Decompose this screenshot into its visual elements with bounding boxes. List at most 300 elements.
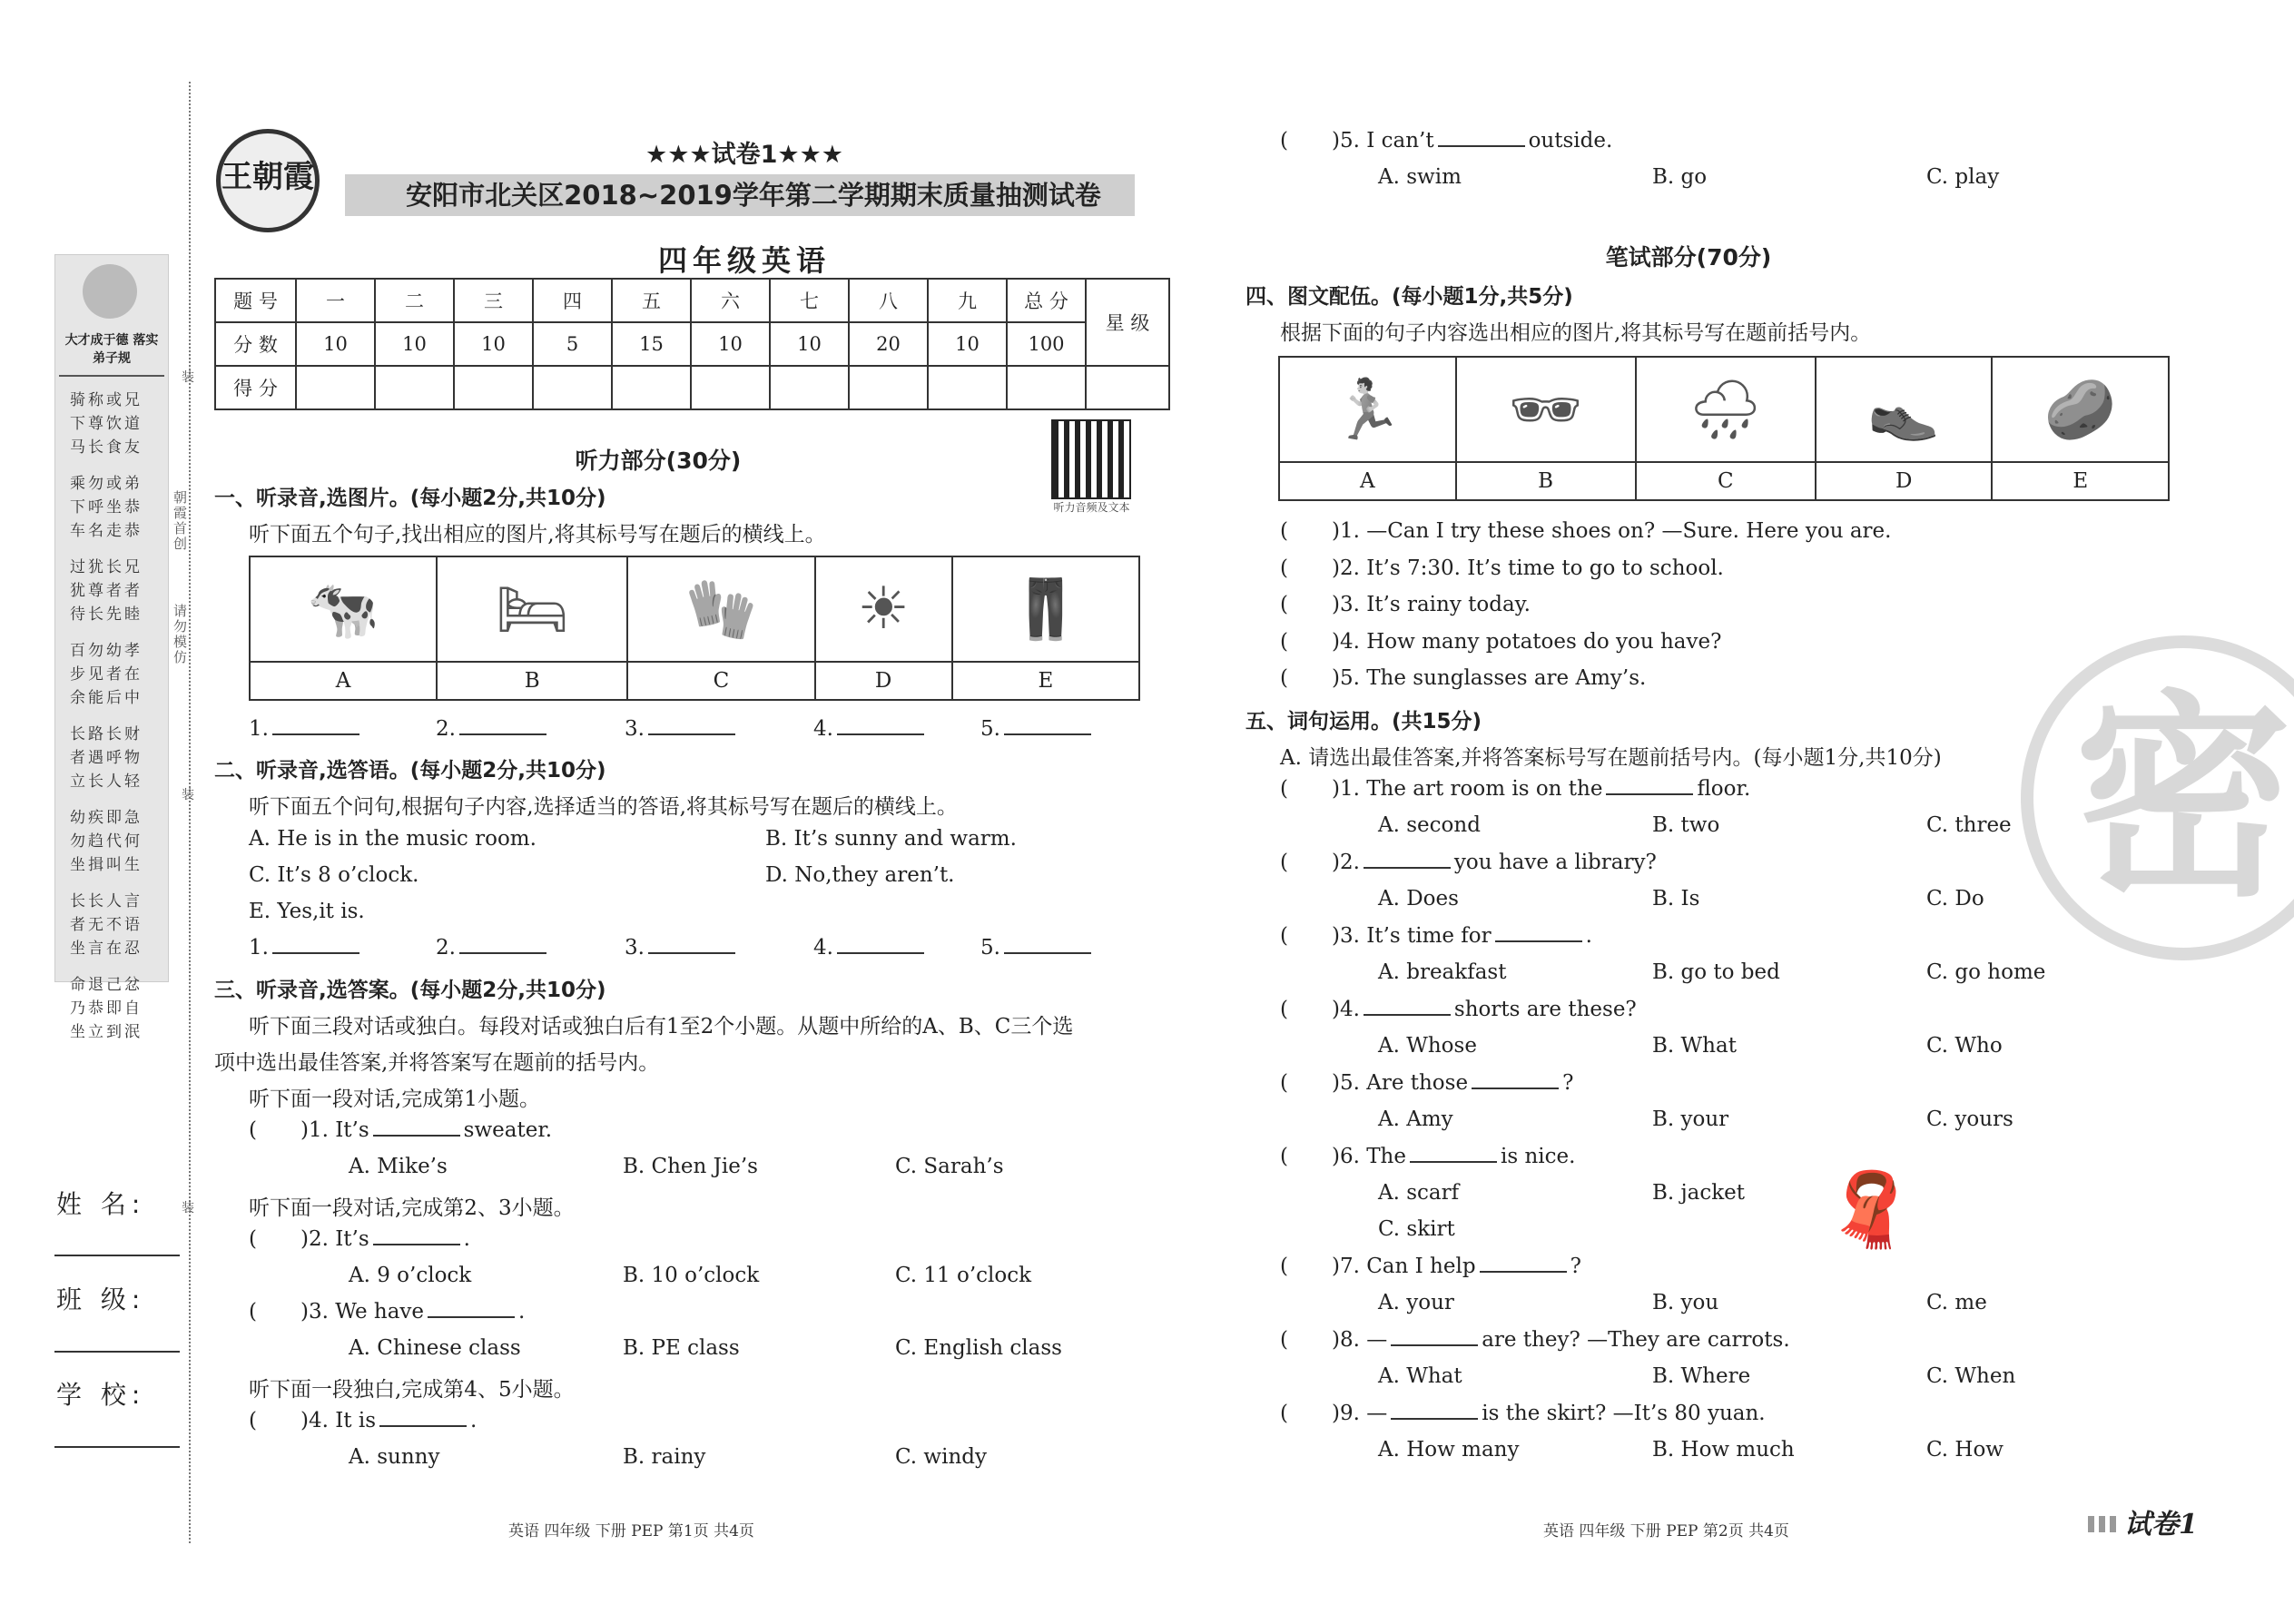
stem-text: )5. Are those xyxy=(1331,1071,1469,1095)
question-stem xyxy=(249,1300,525,1324)
section4-instruction: 根据下面的句子内容选出相应的图片,将其标号写在题前括号内。 xyxy=(1280,321,1872,345)
paren-open: ( xyxy=(1280,1071,1288,1095)
motto-line: 待长先睦 xyxy=(70,605,143,624)
table-cell: 六 xyxy=(691,279,770,322)
fill-blank[interactable] xyxy=(1364,998,1451,1016)
table-cell: 七 xyxy=(770,279,849,322)
stem-text: )5. I can’t xyxy=(1331,129,1434,153)
matching-question xyxy=(1280,556,1724,580)
option-a: A. He is in the music room. xyxy=(249,827,537,851)
answer-blank[interactable] xyxy=(272,717,359,735)
paren-open: ( xyxy=(1280,851,1288,874)
cut-mark: 装 xyxy=(182,1201,194,1216)
stem-text: ? xyxy=(1562,1071,1574,1095)
answer-paren[interactable] xyxy=(1292,668,1328,684)
stem-text: )1. It’s xyxy=(300,1118,369,1142)
copyright-vertical-text: 请勿模仿 xyxy=(172,604,188,665)
choice-a[interactable]: A. second xyxy=(1378,813,1481,837)
answer-slot xyxy=(813,717,928,741)
choice-c[interactable]: C. play xyxy=(1926,165,2000,189)
score-input-cell[interactable] xyxy=(1007,366,1086,409)
answer-slot xyxy=(625,936,739,960)
answer-blank[interactable] xyxy=(837,936,924,954)
footer-page-2: 英语 四年级 下册 PEP 第2页 共4页 xyxy=(1543,1522,1789,1540)
answer-paren[interactable] xyxy=(1292,779,1328,795)
motto-line: 长路长财 xyxy=(70,725,143,743)
answer-paren[interactable] xyxy=(261,1229,297,1245)
choice-b[interactable]: B. you xyxy=(1652,1291,1719,1314)
motto-line: 者无不语 xyxy=(70,916,143,934)
fill-blank[interactable] xyxy=(1480,1255,1567,1273)
paren-open: ( xyxy=(1280,556,1288,580)
choice-b[interactable]: B. PE class xyxy=(623,1336,740,1360)
choice-c[interactable]: C. Who xyxy=(1926,1034,2003,1058)
question-stem xyxy=(1280,1255,1581,1278)
dialogue-2-intro: 听下面一段对话,完成第2、3小题。 xyxy=(249,1196,575,1220)
section2-title: 二、听录音,选答语。(每小题2分,共10分) xyxy=(214,759,606,782)
choice-a[interactable]: A. Mike’s xyxy=(349,1155,448,1178)
option-b: B. It’s sunny and warm. xyxy=(765,827,1017,851)
option-d: D. No,they aren’t. xyxy=(765,863,955,887)
fill-blank[interactable] xyxy=(1495,924,1582,942)
stem-text: )3. We have xyxy=(300,1300,425,1324)
answer-paren[interactable] xyxy=(261,1120,297,1137)
choice-b[interactable]: B. rainy xyxy=(623,1445,706,1469)
score-table xyxy=(214,278,1170,410)
stem-text: )1. The art room is on the xyxy=(1331,777,1603,801)
picture-cell xyxy=(1816,357,1993,462)
table-cell: 20 xyxy=(849,322,928,366)
choice-a[interactable]: A. How many xyxy=(1378,1438,1520,1462)
picture-label: C xyxy=(627,662,814,700)
question-text: )2. It’s 7:30. It’s time to go to school. xyxy=(1331,556,1724,580)
motto-line: 幼疾即急 xyxy=(70,809,143,827)
matching-question xyxy=(1280,593,1531,616)
answer-number: 5. xyxy=(980,717,1000,741)
question-stem xyxy=(1280,924,1592,948)
paren-open: ( xyxy=(249,1300,257,1324)
table-cell: 15 xyxy=(612,322,691,366)
name-label: 姓 名: xyxy=(56,1189,146,1219)
question-text: )4. How many potatoes do you have? xyxy=(1331,629,1722,654)
stem-text: . xyxy=(518,1300,526,1324)
choice-a[interactable]: A. scarf xyxy=(1378,1181,1460,1205)
score-header-row xyxy=(215,279,1169,322)
table-cell: 10 xyxy=(928,322,1007,366)
table-cell: 五 xyxy=(612,279,691,322)
choice-a[interactable]: A. breakfast xyxy=(1378,960,1507,984)
stem-text: )9. — xyxy=(1331,1402,1388,1425)
answer-number: 1. xyxy=(249,717,269,741)
table-cell: 总 分 xyxy=(1007,279,1086,322)
motto-line: 长长人言 xyxy=(70,892,143,910)
answer-blank[interactable] xyxy=(1004,717,1091,735)
boy-running-icon: 🏃 xyxy=(1331,376,1404,444)
answer-number: 4. xyxy=(813,717,833,741)
corner-decoration xyxy=(2088,1516,2121,1532)
section3-instruction: 听下面三段对话或独白。每段对话或独白后有1至2个小题。从题中所给的A、B、C三个选 xyxy=(249,1015,1074,1038)
picture-label: A xyxy=(1279,462,1456,500)
choice-a[interactable]: A. What xyxy=(1378,1364,1462,1388)
motto-line: 百勿幼孝 xyxy=(70,642,143,660)
question-stem xyxy=(1280,1071,1573,1095)
answer-number: 1. xyxy=(249,936,269,960)
score-input-cell[interactable] xyxy=(770,366,849,409)
matching-question xyxy=(1280,630,1721,654)
table-cell: 一 xyxy=(296,279,375,322)
answer-number: 2. xyxy=(436,936,456,960)
answer-paren[interactable] xyxy=(261,1302,297,1318)
paren-open: ( xyxy=(1280,1402,1288,1425)
choice-b[interactable]: B. your xyxy=(1652,1107,1729,1131)
picture-cell xyxy=(250,556,437,662)
section4-picture-table xyxy=(1278,356,2170,501)
choice-c[interactable]: C. Sarah’s xyxy=(895,1155,1004,1178)
question-text: )1. —Can I try these shoes on? —Sure. Here you are. xyxy=(1331,519,1892,543)
choice-c[interactable]: C. me xyxy=(1926,1291,1987,1314)
stem-text: floor. xyxy=(1697,777,1751,801)
answer-paren[interactable] xyxy=(1292,852,1328,869)
fill-blank[interactable] xyxy=(1410,1145,1497,1163)
choice-a[interactable]: A. Whose xyxy=(1378,1034,1477,1058)
fill-blank[interactable] xyxy=(1472,1071,1559,1089)
motto-line: 坐言在忍 xyxy=(70,940,143,958)
question-text: )5. The sunglasses are Amy’s. xyxy=(1331,666,1647,690)
trousers-icon: 👖 xyxy=(1009,576,1082,644)
stem-text: )6. The xyxy=(1331,1145,1406,1168)
table-cell: 10 xyxy=(770,322,849,366)
picture-label: E xyxy=(1992,462,2169,500)
fill-blank[interactable] xyxy=(1391,1402,1478,1420)
stem-text: you have a library? xyxy=(1453,851,1657,874)
footer-page-1: 英语 四年级 下册 PEP 第1页 共4页 xyxy=(508,1522,754,1540)
table-cell: 题 号 xyxy=(215,279,296,322)
section1-instruction: 听下面五个句子,找出相应的图片,将其标号写在题后的横线上。 xyxy=(249,523,826,546)
answer-blank[interactable] xyxy=(459,936,546,954)
motto-line: 马长食友 xyxy=(70,438,143,457)
score-input-cell[interactable] xyxy=(296,366,375,409)
section3-title: 三、听录音,选答案。(每小题2分,共10分) xyxy=(214,979,606,1002)
motto-line: 者遇呼物 xyxy=(70,749,143,767)
paren-open: ( xyxy=(1280,1328,1288,1352)
answer-paren[interactable] xyxy=(1292,595,1328,611)
picture-cell xyxy=(1456,357,1636,462)
paren-open: ( xyxy=(1280,666,1288,690)
stem-text: outside. xyxy=(1528,129,1613,153)
stem-text: are they? —They are carrots. xyxy=(1482,1328,1790,1352)
option-c: C. It’s 8 o’clock. xyxy=(249,863,419,887)
picture-cell xyxy=(952,556,1139,662)
answer-paren[interactable] xyxy=(1292,926,1328,942)
choice-a[interactable]: A. 9 o’clock xyxy=(349,1264,472,1287)
question-stem xyxy=(1280,1402,1766,1425)
answer-blank[interactable] xyxy=(272,936,359,954)
answer-number: 5. xyxy=(980,936,1000,960)
sun-icon: ☀ xyxy=(857,576,910,643)
score-input-cell[interactable] xyxy=(612,366,691,409)
picture-label: D xyxy=(815,662,952,700)
fill-blank[interactable] xyxy=(1391,1328,1478,1346)
stem-text: )8. — xyxy=(1331,1328,1388,1352)
answer-paren[interactable] xyxy=(1292,1256,1328,1273)
qr-caption: 听力音频及文本 xyxy=(1053,501,1130,514)
motto-line: 骑称或兄 xyxy=(70,391,143,409)
motto-heading: 大才成于德 落实弟子规 xyxy=(64,333,159,366)
picture-cell xyxy=(1279,357,1456,462)
paren-open: ( xyxy=(1280,1145,1288,1168)
choice-b[interactable]: B. What xyxy=(1652,1034,1737,1058)
score-input-cell[interactable] xyxy=(691,366,770,409)
choice-b[interactable]: B. go xyxy=(1652,165,1708,189)
motto-line: 乘勿或弟 xyxy=(70,475,143,493)
answer-paren[interactable] xyxy=(1292,632,1328,648)
stem-text: )2. It’s xyxy=(300,1227,369,1251)
potatoes-icon: 🥔 xyxy=(2043,376,2117,444)
stem-text: shorts are these? xyxy=(1453,998,1637,1021)
answer-blank[interactable] xyxy=(837,717,924,735)
answer-paren[interactable] xyxy=(1292,558,1328,575)
fill-blank[interactable] xyxy=(1606,777,1693,795)
corner-paper-label: 试卷1 xyxy=(2124,1509,2198,1540)
school-label: 学 校: xyxy=(56,1380,146,1410)
answer-number: 3. xyxy=(625,936,645,960)
fill-blank[interactable] xyxy=(1438,129,1525,147)
binding-cut-line xyxy=(189,82,191,1543)
choice-c[interactable]: C. English class xyxy=(895,1336,1062,1360)
choice-c[interactable]: C. go home xyxy=(1926,960,2046,984)
fill-blank[interactable] xyxy=(373,1227,460,1245)
answer-paren[interactable] xyxy=(1292,1403,1328,1420)
motto-line: 步见者在 xyxy=(70,665,143,684)
cow-icon: 🐄 xyxy=(307,576,379,644)
question-stem xyxy=(1280,1145,1575,1168)
answer-paren[interactable] xyxy=(1292,1147,1328,1163)
scarf-icon: 🧣 xyxy=(1825,1167,1915,1252)
choice-a[interactable]: A. swim xyxy=(1378,165,1462,189)
class-label: 班 级: xyxy=(56,1284,146,1314)
section5-instruction: A. 请选出最佳答案,并将答案标号写在题前括号内。(每小题1分,共10分) xyxy=(1280,746,1942,770)
matching-question xyxy=(1280,519,1891,543)
answer-paren[interactable] xyxy=(1292,1330,1328,1346)
table-cell: 10 xyxy=(691,322,770,366)
confidential-seal: 密 xyxy=(2021,635,2294,960)
fill-blank[interactable] xyxy=(428,1300,515,1318)
stem-text: )7. Can I help xyxy=(1331,1255,1476,1278)
answer-slot xyxy=(249,717,363,741)
question-stem xyxy=(1280,851,1657,874)
section2-instruction: 听下面五个问句,根据句子内容,选择适当的答语,将其标号写在题后的横线上。 xyxy=(249,795,958,819)
sunglasses-icon: 🕶 xyxy=(1509,376,1583,444)
motto-line: 过犹长兄 xyxy=(70,558,143,576)
choice-a[interactable]: A. Chinese class xyxy=(349,1336,521,1360)
choice-b[interactable]: B. go to bed xyxy=(1652,960,1780,984)
answer-paren[interactable] xyxy=(1292,131,1328,147)
motto-line: 车名走恭 xyxy=(70,522,143,540)
choice-b[interactable]: B. two xyxy=(1652,813,1720,837)
score-input-cell[interactable] xyxy=(375,366,454,409)
score-input-cell[interactable] xyxy=(849,366,928,409)
motto-line: 勿趋代何 xyxy=(70,832,143,851)
score-input-cell[interactable] xyxy=(928,366,1007,409)
sleeping-child-icon: 🛏 xyxy=(495,576,569,644)
choice-c[interactable]: C. yours xyxy=(1926,1107,2013,1131)
monologue-intro: 听下面一段独白,完成第4、5小题。 xyxy=(249,1378,575,1402)
answer-number: 4. xyxy=(813,936,833,960)
table-cell: 10 xyxy=(296,322,375,366)
paren-open: ( xyxy=(1280,1255,1288,1278)
paren-open: ( xyxy=(1280,924,1288,948)
answer-slot xyxy=(980,717,1095,741)
score-input-cell[interactable] xyxy=(533,366,612,409)
motto-line: 犹尊者者 xyxy=(70,582,143,600)
score-input-cell[interactable] xyxy=(1086,366,1169,409)
answer-blank[interactable] xyxy=(459,717,546,735)
motto-line: 下尊饮道 xyxy=(70,415,143,433)
question-stem xyxy=(1280,998,1637,1021)
motto-line: 余能后中 xyxy=(70,689,143,707)
fill-blank[interactable] xyxy=(373,1118,460,1137)
section5-title: 五、词句运用。(共15分) xyxy=(1245,710,1482,733)
option-e: E. Yes,it is. xyxy=(249,900,365,923)
stem-text: . xyxy=(470,1409,478,1432)
stem-text: )4. It is xyxy=(300,1409,377,1432)
table-cell: 得 分 xyxy=(215,366,296,409)
stem-text: )2. xyxy=(1331,851,1360,874)
choice-a[interactable]: A. Amy xyxy=(1378,1107,1453,1131)
choice-b[interactable]: B. jacket xyxy=(1652,1181,1746,1205)
shoes-icon: 👞 xyxy=(1867,376,1940,444)
table-cell: 10 xyxy=(375,322,454,366)
choice-c[interactable]: C. 11 o’clock xyxy=(895,1264,1032,1287)
choice-c[interactable]: C. Do xyxy=(1926,887,1984,910)
choice-a[interactable]: A. sunny xyxy=(349,1445,440,1469)
choice-b[interactable]: B. How much xyxy=(1652,1438,1795,1462)
picture-cell xyxy=(627,556,814,662)
paren-open: ( xyxy=(1280,129,1288,153)
picture-label: D xyxy=(1816,462,1993,500)
answer-blank[interactable] xyxy=(1004,936,1091,954)
question-stem xyxy=(1280,1328,1790,1352)
choice-a[interactable]: A. Does xyxy=(1378,887,1459,910)
answer-slot xyxy=(436,717,550,741)
stem-text: sweater. xyxy=(463,1118,553,1142)
question-stem xyxy=(249,1409,477,1432)
answer-paren[interactable] xyxy=(1292,999,1328,1016)
answer-number: 3. xyxy=(625,717,645,741)
cut-mark: 装 xyxy=(182,788,194,802)
paren-open: ( xyxy=(1280,593,1288,616)
picture-label: E xyxy=(952,662,1139,700)
paren-open: ( xyxy=(1280,777,1288,801)
stem-text: )3. It’s time for xyxy=(1331,924,1492,948)
table-cell: 二 xyxy=(375,279,454,322)
paren-open: ( xyxy=(249,1409,257,1432)
listening-title: 听力部分(30分) xyxy=(575,448,742,474)
section3-instruction-cont: 项中选出最佳答案,并将答案写在题前的括号内。 xyxy=(214,1051,660,1075)
fill-blank[interactable] xyxy=(379,1409,467,1427)
answer-slot xyxy=(813,936,928,960)
stem-text: . xyxy=(463,1227,470,1251)
choice-b[interactable]: B. Where xyxy=(1652,1364,1751,1388)
paren-open: ( xyxy=(249,1227,257,1251)
picture-label: B xyxy=(437,662,627,700)
table-cell: 八 xyxy=(849,279,928,322)
question-text: )3. It’s rainy today. xyxy=(1331,593,1531,616)
section4-title: 四、图文配伍。(每小题1分,共5分) xyxy=(1245,285,1573,309)
paper-number: ★★★试卷1★★★ xyxy=(645,141,844,169)
table-cell: 5 xyxy=(533,322,612,366)
name-field[interactable] xyxy=(54,1255,180,1256)
motto-line: 坐立到泯 xyxy=(70,1023,143,1041)
table-cell: 四 xyxy=(533,279,612,322)
stem-text: is the skirt? —It’s 80 yuan. xyxy=(1482,1402,1766,1425)
score-input-cell[interactable] xyxy=(454,366,533,409)
paren-open: ( xyxy=(1280,998,1288,1021)
question-stem xyxy=(249,1227,470,1251)
choice-b[interactable]: B. Is xyxy=(1652,887,1700,910)
exam-title: 安阳市北关区2018~2019学年第二学期期末质量抽测试卷 xyxy=(406,180,1101,211)
answer-slot xyxy=(980,936,1095,960)
score-points-row xyxy=(215,322,1169,366)
rain-cloud-icon: 🌧 xyxy=(1689,376,1763,444)
table-cell: 分 数 xyxy=(215,322,296,366)
table-cell: 10 xyxy=(454,322,533,366)
table-cell: 三 xyxy=(454,279,533,322)
stem-text: is nice. xyxy=(1500,1145,1576,1168)
answer-slot xyxy=(625,717,739,741)
picture-cell xyxy=(1636,357,1816,462)
paren-open: ( xyxy=(249,1118,257,1142)
brand-logo: 王朝霞 xyxy=(216,129,320,232)
choice-c[interactable]: C. skirt xyxy=(1378,1217,1455,1241)
answer-paren[interactable] xyxy=(1292,1073,1328,1089)
table-cell: 星 级 xyxy=(1086,279,1169,366)
fill-blank[interactable] xyxy=(1364,851,1451,869)
question-stem xyxy=(1280,129,1612,153)
choice-b[interactable]: B. 10 o’clock xyxy=(623,1264,760,1287)
section1-title: 一、听录音,选图片。(每小题2分,共10分) xyxy=(214,487,606,510)
motto-line: 命退己忿 xyxy=(70,976,143,994)
question-stem xyxy=(249,1118,552,1142)
stem-text: ? xyxy=(1570,1255,1581,1278)
matching-question xyxy=(1280,666,1646,690)
choice-c[interactable]: C. When xyxy=(1926,1364,2016,1388)
choice-c[interactable]: C. windy xyxy=(895,1445,987,1469)
cut-mark: 装 xyxy=(182,370,194,385)
school-field[interactable] xyxy=(54,1446,180,1448)
picture-label: A xyxy=(250,662,437,700)
choice-c[interactable]: C. How xyxy=(1926,1438,2004,1462)
writing-title: 笔试部分(70分) xyxy=(1605,244,1772,271)
table-cell: 九 xyxy=(928,279,1007,322)
answer-paren[interactable] xyxy=(261,1411,297,1427)
choice-c[interactable]: C. three xyxy=(1926,813,2012,837)
answer-blank[interactable] xyxy=(648,936,735,954)
dialogue-1-intro: 听下面一段对话,完成第1小题。 xyxy=(249,1088,540,1111)
table-cell: 100 xyxy=(1007,322,1086,366)
paren-open: ( xyxy=(1280,519,1288,543)
qr-code-icon[interactable] xyxy=(1051,419,1131,499)
scholar-illustration-icon xyxy=(83,264,137,319)
choice-b[interactable]: B. Chen Jie’s xyxy=(623,1155,758,1178)
paren-open: ( xyxy=(1280,629,1288,654)
answer-paren[interactable] xyxy=(1292,521,1328,537)
answer-blank[interactable] xyxy=(648,717,735,735)
motto-sidebar xyxy=(54,254,169,1041)
choice-a[interactable]: A. your xyxy=(1378,1291,1454,1314)
class-field[interactable] xyxy=(54,1351,180,1353)
picture-label: B xyxy=(1456,462,1636,500)
